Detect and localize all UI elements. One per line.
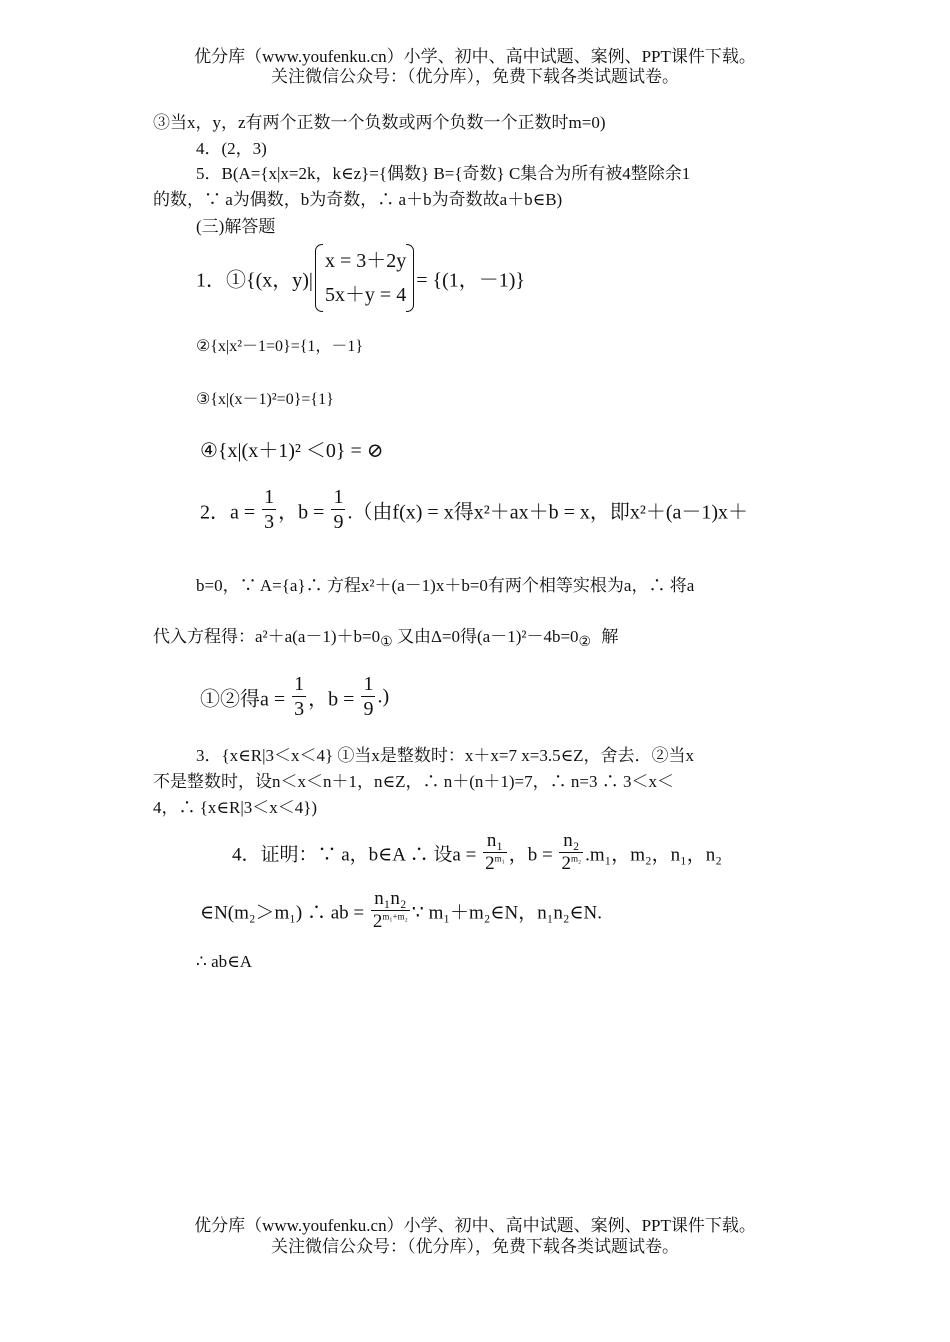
fraction-one-ninth	[331, 486, 345, 534]
problem-2-line-4	[200, 673, 389, 721]
equation-2: ②{x|x²－1=0}={1，－1}	[196, 338, 364, 355]
fraction-n2-over-2m2	[559, 830, 583, 876]
problem-4-line-3: ∴ ab∈A	[196, 952, 252, 971]
frac-num: 1	[333, 486, 344, 508]
p2-end: .（由f(x) = x得x²＋ax＋b = x，即x²＋(a－1)x＋	[347, 501, 749, 524]
p2-mid: ，b =	[278, 501, 325, 524]
p4-c: .m₁，m₂，n₁，n₂	[585, 844, 722, 866]
equation-system	[313, 244, 416, 312]
frac-exp: m₂	[570, 853, 582, 864]
p2-l4a: ①②得a =	[200, 688, 286, 711]
frac-base: 2	[372, 910, 383, 932]
fraction-n1-over-2m1	[483, 830, 507, 876]
frac-num: 1	[294, 673, 305, 695]
p2-l4c: .)	[377, 685, 390, 708]
problem-2-line-3	[153, 622, 618, 651]
p4-l2b: ∵ m₁＋m₂∈N，n₁n₂∈N.	[411, 902, 602, 924]
p4-a: 4．证明：∵ a，b∈A ∴ 设a =	[232, 844, 477, 866]
circled-2: ②	[578, 635, 592, 650]
problem-2-line-2: b=0，∵ A={a}∴ 方程x²＋(a－1)x＋b=0有两个相等实根为a，∴ 将a	[196, 576, 695, 595]
p4-b: ，b =	[508, 844, 553, 866]
frac-den	[559, 852, 583, 876]
frac-num: 1	[363, 673, 374, 695]
equation-1-prefix: 1．①{(x，y)|	[196, 269, 313, 292]
equation-4: ④{x|(x＋1)² ＜0} = ⊘	[200, 440, 384, 462]
answer-4: 4．(2，3)	[196, 139, 267, 158]
fraction-n1n2-over-2sum	[371, 888, 410, 934]
equation-3: ③{x|(x－1)²=0}={1}	[196, 391, 334, 408]
frac-num: n₁n₂	[374, 888, 407, 909]
problem-4-line-2	[200, 888, 602, 934]
header-line-1: 优分库（www.youfenku.cn）小学、初中、高中试题、案例、PPT课件下载。	[194, 47, 756, 66]
system-row-1: x = 3＋2y	[324, 250, 407, 272]
problem-3-line-2: 不是整数时，设n＜x＜n＋1，n∈Z，∴ n＋(n＋1)=7，∴ n=3 ∴ 3＜x＜	[153, 772, 674, 791]
frac-den: 9	[363, 698, 374, 720]
frac-exp: m₁	[494, 853, 505, 864]
answer-5-line-1: 5．B(A={x|x=2k，k∈z}={偶数} B={奇数} C集合为所有被4整除余1	[196, 164, 691, 183]
frac-num: n₁	[486, 830, 503, 851]
p4-l2a: ∈N(m₂＞m₁) ∴ ab =	[200, 902, 365, 924]
frac-base: 2	[485, 852, 495, 874]
equation-1-suffix: = {(1，－1)}	[416, 269, 526, 292]
footer-line-1: 优分库（www.youfenku.cn）小学、初中、高中试题、案例、PPT课件下载。	[194, 1216, 756, 1235]
circled-1: ①	[380, 635, 393, 650]
problem-4-line-1	[232, 830, 722, 876]
frac-den: 9	[333, 511, 344, 533]
frac-den	[483, 852, 507, 876]
frac-base: 2	[561, 852, 571, 874]
answer-line-1: ③当x，y，z有两个正数一个负数或两个负数一个正数时m=0)	[153, 113, 606, 132]
header-line-2: 关注微信公众号：（优分库），免费下载各类试题试卷。	[271, 67, 679, 86]
system-row-2: 5x＋y = 4	[324, 284, 407, 306]
equation-1	[196, 244, 525, 312]
section-heading: (三)解答题	[196, 217, 276, 236]
problem-2-line-1	[200, 486, 748, 534]
p2-l3b: 又由Δ=0得(a－1)²－4b=0	[396, 627, 579, 646]
p2-l3a: 代入方程得：a²＋a(a－1)＋b=0	[153, 627, 381, 646]
p2-l4b: ，b =	[308, 688, 355, 711]
frac-den: 3	[264, 511, 275, 533]
footer-line-2: 关注微信公众号：（优分库），免费下载各类试题试卷。	[271, 1237, 679, 1256]
fraction-one-third	[262, 486, 276, 534]
frac-den: 3	[294, 698, 305, 720]
frac-den	[371, 910, 410, 934]
frac-num: 1	[264, 486, 275, 508]
fraction-one-ninth	[361, 673, 375, 721]
problem-3-line-3: 4，∴ {x∈R|3＜x＜4})	[153, 798, 318, 817]
fraction-one-third	[292, 673, 306, 721]
frac-num: n₂	[563, 830, 580, 851]
frac-exp: m₁+m₂	[382, 911, 408, 922]
p2-start: 2．a =	[200, 501, 256, 524]
problem-3-line-1: 3．{x∈R|3＜x＜4} ①当x是整数时：x＋x=7 x=3.5∈Z，舍去．②当x	[196, 746, 695, 765]
p2-l3c: 解	[601, 627, 619, 646]
answer-5-line-2: 的数，∵ a为偶数，b为奇数，∴ a＋b为奇数故a＋b∈B)	[153, 190, 563, 209]
